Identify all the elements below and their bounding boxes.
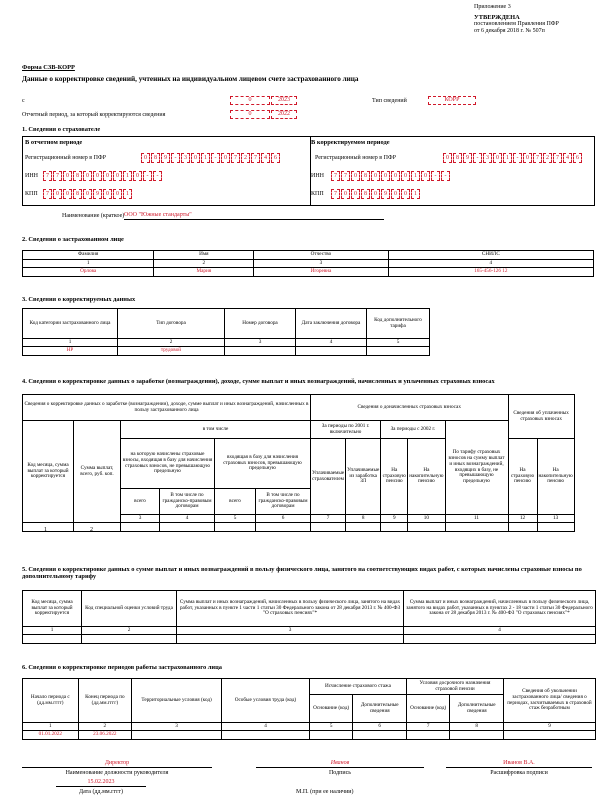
s4-h-tariff: По тарифу страховых взносов на сумму выплат и иных вознаграждений, входящих в базу, не превышающую предельную (445, 421, 508, 515)
appendix-line-2: УТВЕРЖДЕНА (474, 13, 520, 21)
s4-title: 4. Сведения о корректировке данных о заработке (вознаграждении), доходе, сумме выплат и иных вознаграждений, начисленных и уплаченных страховых взносах (22, 378, 495, 385)
s4-empty-cell[interactable] (74, 523, 121, 532)
s2-num: 4 (388, 260, 593, 268)
s4-num: 12 (508, 515, 537, 523)
s3-category-value[interactable]: НР (23, 347, 118, 356)
s4-h-ins-paid: На страховую пенсию (508, 439, 537, 515)
s1-right-kpp-cells[interactable]: 7 0 0 8 0 9 0 0 1 (331, 189, 421, 199)
s5-num: 3 (177, 627, 404, 635)
s4-empty-cell[interactable] (408, 523, 445, 532)
s4-empty-cell[interactable] (215, 523, 256, 532)
s6-num: 7 (406, 723, 449, 731)
s3-number-value[interactable] (225, 347, 296, 356)
s4-empty-cell[interactable] (121, 523, 160, 532)
s6-empty-cell[interactable] (503, 731, 595, 740)
s4-num: 11 (445, 515, 508, 523)
s5-table (22, 590, 596, 644)
s3-h-date: Дата заключения договора (296, 309, 367, 339)
name-label: Наименование (краткое) (62, 213, 125, 219)
s6-table (22, 678, 596, 740)
s4-empty-cell[interactable] (381, 523, 408, 532)
s3-num: 2 (118, 339, 225, 347)
corr-period-label: Отчетный период, за который корректируются сведения (22, 112, 166, 118)
s2-title: 2. Сведения о застрахованном лице (22, 236, 124, 243)
s5-empty-cell[interactable] (82, 635, 177, 644)
s6-end-value[interactable]: 23.06.2022 (78, 731, 132, 740)
s4-h-total: Сумма выплат, всего, руб. коп. (74, 421, 121, 523)
s1-right-box (309, 136, 595, 206)
period-s-year[interactable]: 2023 (271, 96, 297, 105)
s6-num: 2 (78, 723, 132, 731)
s2-snils-value[interactable]: 165-456-126 12 (388, 268, 593, 277)
appendix-block (474, 4, 559, 35)
s6-empty-cell[interactable] (132, 731, 222, 740)
s3-table (22, 308, 430, 356)
s4-num: 4 (160, 515, 215, 523)
s2-num: 3 (254, 260, 388, 268)
s5-h-sum2: Сумма выплат и иных вознаграждений, начисленных в пользу физического лица, занятого на видах работ, указанных в пунктах 2 - 18 части 1 статьи 30 Федерального закона от 28 декабря 2013 г. № 400-ФЗ "О страховых пенсиях"* (404, 591, 596, 627)
s4-h-group3: Сведения об уплаченных страховых взносах (508, 395, 574, 439)
s4-h-over: входящая в базу для начисления страховых взносов, превышающую предельную (215, 439, 311, 489)
s6-num: 8 (450, 723, 504, 731)
s4-empty-cell[interactable] (311, 523, 346, 532)
s4-h-base: на которую начислены страховые взносы, входящая в базу для начисления страховых взносов, не превышающую предельную (121, 439, 215, 489)
s4-num: 5 (215, 515, 256, 523)
name-value[interactable]: ООО "Южные стандарты" (124, 212, 384, 220)
s4-empty-cell[interactable] (160, 523, 215, 532)
s4-empty-cell[interactable] (445, 523, 508, 532)
s6-start-value[interactable]: 01.01.2022 (23, 731, 79, 740)
date-value[interactable]: 15.02.2023 (56, 779, 146, 787)
s1-left-head: В отчетном периоде (25, 139, 83, 146)
s2-num: 1 (23, 260, 154, 268)
s1-left-kpp-label: КПП (25, 191, 38, 197)
s5-num: 4 (404, 627, 596, 635)
s6-num: 9 (503, 723, 595, 731)
s6-num: 5 (309, 723, 352, 731)
s6-empty-cell[interactable] (353, 731, 407, 740)
fullname-label: Расшифровка подписи (490, 770, 548, 776)
s3-h-tariff: Код дополнительного тарифа (367, 309, 430, 339)
s3-date-value[interactable] (296, 347, 367, 356)
s1-left-reg-cells[interactable]: 0 8 9 - 3 0 1 - 0 7 2 7 4 6 (141, 153, 281, 163)
form-code: Форма СЗВ-КОРР (22, 64, 75, 71)
s1-title: 1. Сведения о страхователе (22, 126, 101, 133)
s4-empty-cell[interactable] (23, 523, 74, 532)
s6-h-extra-2: Дополнительные сведения (450, 695, 504, 723)
s6-h-basis-2: Основание (код) (406, 695, 449, 723)
s4-h-group2: Сведения о доначисленных страховых взносах (311, 395, 509, 421)
s5-h-code: Код специальной оценки условий труда (82, 591, 177, 627)
s1-right-reg-label: Регистрационный номер в ПФР (315, 155, 396, 161)
s2-table (22, 250, 594, 277)
s6-empty-cell[interactable] (450, 731, 504, 740)
s1-left-box (22, 136, 311, 206)
s3-h-category: Код категории застрахованного лица (23, 309, 118, 339)
s2-num: 2 (154, 260, 254, 268)
period-s-quarter[interactable]: 0 (230, 96, 270, 105)
s4-num: 3 (121, 515, 160, 523)
s1-right-inn-cells[interactable]: 7 7 0 8 0 0 0 0 1 0 - - (331, 171, 451, 181)
s4-num-1: 1 (44, 527, 47, 533)
s4-table (22, 394, 596, 532)
s1-right-inn-label: ИНН (311, 173, 324, 179)
s3-h-type: Тип договора (118, 309, 225, 339)
s3-num: 5 (367, 339, 430, 347)
appendix-line-4: от 6 декабря 2018 г. № 507п (474, 28, 545, 35)
s2-h-name: Имя (154, 251, 254, 260)
position-value[interactable]: Директор (22, 760, 212, 768)
s4-num-2: 2 (90, 527, 93, 533)
s2-patronymic-value[interactable]: Игоревна (254, 268, 388, 277)
s4-h-all-2: всего (215, 489, 256, 515)
s4-h-fund-paid: На накопительную пенсию (537, 439, 574, 515)
s3-type-value[interactable]: трудовой (118, 347, 225, 356)
s4-num: 8 (346, 515, 381, 523)
s2-surname-value[interactable]: Орлова (23, 268, 154, 277)
s4-h-month: Код месяца, сумма выплат за который корректируется (23, 421, 74, 523)
s6-h-extra: Дополнительные сведения (353, 695, 407, 723)
s6-num: 3 (132, 723, 222, 731)
s6-h-dismiss: Сведения об увольнении застрахованного лица/ сведения о периодах, засчитываемых в страховой стаж безработным (503, 679, 595, 723)
corr-quarter[interactable]: 0 (230, 110, 270, 119)
s5-num: 1 (23, 627, 82, 635)
s5-title: 5. Сведения о корректировке данных о сумме выплат и иных вознаграждений в пользу физического лица, занятого на соответствующих видах работ, с которых начислены страховые взносы по дополнительному тарифу (22, 566, 582, 581)
s4-h-from2002: За периоды с 2002 г. (381, 421, 445, 439)
s4-num: 7 (311, 515, 346, 523)
type-label: Тип сведений (372, 98, 407, 104)
s4-empty-cell[interactable] (346, 523, 381, 532)
period-s-label: с (22, 98, 25, 104)
s5-empty-cell[interactable] (23, 635, 82, 644)
s6-num: 4 (222, 723, 310, 731)
s1-right-head: В корректируемом периоде (311, 139, 390, 146)
s4-h-fund: На накопительную пенсию (408, 439, 445, 515)
s3-num: 1 (23, 339, 118, 347)
s5-h-sum1: Сумма выплат и иных вознаграждений, начисленных в пользу физического лица, занятого на видах работ, указанных в пункте 1 части 1 статьи 30 Федерального закона от 28 декабря 2013 г. № 400-ФЗ "О страховых пенсиях"* (177, 591, 404, 627)
sign-label: Подпись (328, 770, 352, 776)
s3-title: 3. Сведения о корректируемых данных (22, 296, 136, 303)
s1-right-kpp-label: КПП (311, 191, 324, 197)
s5-empty-cell[interactable] (177, 635, 404, 644)
s6-h-terr: Территориальные условия (код) (132, 679, 222, 723)
date-label: Дата (дд.мм.гггг) (79, 789, 123, 795)
s3-tariff-value[interactable] (367, 347, 430, 356)
s2-name-value[interactable]: Мария (154, 268, 254, 277)
s4-h-civil: В том числе по гражданско-правовым договорам (160, 489, 215, 515)
s2-h-patronymic: Отчество (254, 251, 388, 260)
s4-h-ins: На страховую пенсию (381, 439, 408, 515)
s3-h-number: Номер договора (225, 309, 296, 339)
s6-num: 1 (23, 723, 79, 731)
s4-h-incl: в том числе (121, 421, 311, 439)
s1-left-inn-cells[interactable]: 7 7 0 8 0 0 0 0 1 0 - - (43, 171, 163, 181)
s2-h-surname: Фамилия (23, 251, 154, 260)
s6-h-basis: Основание (код) (309, 695, 352, 723)
s4-h-salary: Уплачиваемые из заработка ЗЛ (346, 439, 381, 515)
stamp-label: М.П. (при ее наличии) (296, 789, 354, 795)
sign-value[interactable]: Иванов (256, 760, 424, 768)
s4-empty-cell[interactable] (537, 523, 574, 532)
s6-h-stazh: Исчисление страхового стажа (309, 679, 406, 695)
s6-empty-cell[interactable] (309, 731, 352, 740)
s4-empty-cell[interactable] (508, 523, 537, 532)
type-value[interactable]: КОРР (428, 96, 476, 105)
s4-num: 9 (381, 515, 408, 523)
s1-left-inn-label: ИНН (25, 173, 38, 179)
form-title: Данные о корректировке сведений, учтенных на индивидуальном лицевом счете застрахованного лица (22, 75, 359, 83)
appendix-line-3: постановлением Правления ПФР (474, 21, 559, 28)
s6-num: 6 (353, 723, 407, 731)
s6-h-end: Конец периода по (дд.мм.гггг) (78, 679, 132, 723)
s6-h-early: Условия досрочного назначения страховой пенсии (406, 679, 503, 695)
s4-h-paid: Уплачиваемые страхователем (311, 439, 346, 515)
s4-h-until2001: За периоды по 2001 г. включительно (311, 421, 381, 439)
s1-left-kpp-cells[interactable]: 7 0 0 8 0 9 0 0 1 (43, 189, 133, 199)
position-label: Наименование должности руководителя (65, 770, 169, 776)
s2-h-snils: СНИЛС (388, 251, 593, 260)
s6-title: 6. Сведения о корректировке периодов работы застрахованного лица (22, 664, 222, 671)
s4-num: 10 (408, 515, 445, 523)
s6-h-special: Особые условия труда (код) (222, 679, 310, 723)
s3-num: 4 (296, 339, 367, 347)
s4-empty-cell[interactable] (256, 523, 311, 532)
s4-num: 13 (537, 515, 574, 523)
s6-h-start: Начало периода с (дд.мм.гггг) (23, 679, 79, 723)
s4-h-civil-2: В том числе по гражданско-правовым договорам (256, 489, 311, 515)
s4-h-all: всего (121, 489, 160, 515)
s4-h-group1: Сведения о корректировке данных о заработке (вознаграждении), доходе, сумме выплат и иных вознаграждений, начисленных в пользу застрахованного лица (23, 395, 311, 421)
s5-h-month: Код месяца, сумма выплат за который корректируется (23, 591, 82, 627)
s6-empty-cell[interactable] (406, 731, 449, 740)
appendix-line-1: Приложение 3 (474, 4, 511, 10)
s6-empty-cell[interactable] (222, 731, 310, 740)
s3-num: 3 (225, 339, 296, 347)
s4-num: 6 (256, 515, 311, 523)
s1-right-reg-cells[interactable]: 0 8 9 - 3 0 1 - 0 7 2 7 4 6 (443, 153, 583, 163)
corr-year[interactable]: 2022 (271, 110, 297, 119)
s1-left-reg-label: Регистрационный номер в ПФР (25, 155, 106, 161)
s5-empty-cell[interactable] (404, 635, 596, 644)
s5-num: 2 (82, 627, 177, 635)
fullname-value[interactable]: Иванов В.А. (446, 760, 592, 768)
